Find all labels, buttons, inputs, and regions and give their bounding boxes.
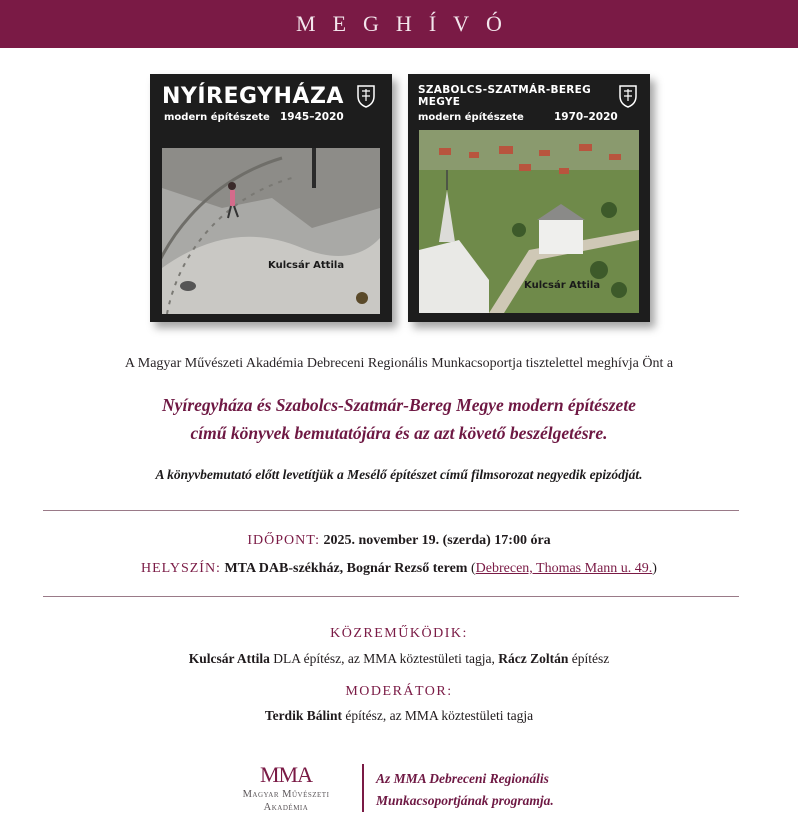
place-value: MTA DAB-székház, Bognár Rezső terem <box>224 561 468 576</box>
cover-years: 1945–2020 <box>280 111 344 123</box>
footer-program-line: Munkacsoportjának programja. <box>376 793 554 808</box>
time-value: 2025. november 19. (szerda) 17:00 óra <box>323 533 551 548</box>
place-detail <box>0 561 798 577</box>
cover-author: Kulcsár Attila <box>268 260 345 271</box>
cover-subtitle: modern építészete <box>418 112 524 123</box>
moderator-line <box>0 708 798 724</box>
coat-of-arms-icon <box>618 84 638 108</box>
event-title-line: Nyíregyháza és Szabolcs-Szatmár-Bereg Megye modern építészete <box>162 395 636 415</box>
place-label: HELYSZÍN: <box>141 561 221 576</box>
footer-program <box>376 768 554 812</box>
mma-logo-name-line: Magyar Művészeti <box>242 789 330 800</box>
contributor-name: Rácz Zoltán <box>498 651 569 666</box>
moderator-role: építész, az MMA köztestületi tagja <box>341 708 534 723</box>
contributors-heading: KÖZREMŰKÖDIK: <box>330 626 468 641</box>
contributor-name: Kulcsár Attila <box>188 651 270 666</box>
cover-title <box>418 84 591 108</box>
moderator-name: Terdik Bálint <box>264 708 342 723</box>
book-cover-szabolcs <box>408 74 650 322</box>
time-label: IDŐPONT: <box>247 533 320 548</box>
paren-close: ) <box>652 561 657 576</box>
event-title-line: című könyvek bemutatójára és az azt követő beszélgetésre. <box>190 423 608 443</box>
page-title: MEGHÍVÓ <box>296 11 519 36</box>
contributor-role: DLA építész, az MMA köztestületi tagja, <box>269 651 499 666</box>
film-note: A könyvbemutató előtt levetítjük a Mesélő építészet című filmsorozat negyedik epizódját. <box>155 467 643 482</box>
cover-title-line: MEGYE <box>418 96 461 108</box>
mma-logo-name-line: Akadémia <box>263 802 309 813</box>
cover-author: Kulcsár Attila <box>524 280 601 291</box>
book-cover-nyiregyhaza <box>150 74 392 322</box>
divider <box>43 510 739 511</box>
address-link[interactable]: Debrecen, Thomas Mann u. 49. <box>475 561 653 576</box>
cover-years: 1970–2020 <box>554 111 618 123</box>
time-detail <box>0 533 798 549</box>
intro-text: A Magyar Művészeti Akadémia Debreceni Regionális Munkacsoportja tisztelettel meghívja Önt a <box>124 356 674 371</box>
cover-subtitle: modern építészete <box>164 112 270 123</box>
contributor-role: építész <box>568 651 610 666</box>
cover-title-line: SZABOLCS-SZATMÁR-BEREG <box>418 84 592 96</box>
footer-program-line: Az MMA Debreceni Regionális <box>376 771 549 786</box>
paren-open: ( <box>470 561 476 576</box>
mma-logo <box>218 764 354 814</box>
header-bar <box>0 0 798 48</box>
moderator-heading: MODERÁTOR: <box>345 684 453 699</box>
footer-separator <box>362 764 364 812</box>
divider <box>43 596 739 597</box>
mma-logo-letters: MMA <box>259 762 312 787</box>
cover-photo-square <box>162 148 380 314</box>
contributors-line <box>0 651 798 667</box>
cover-title: NYÍREGYHÁZA <box>162 84 344 109</box>
coat-of-arms-icon <box>356 84 376 108</box>
